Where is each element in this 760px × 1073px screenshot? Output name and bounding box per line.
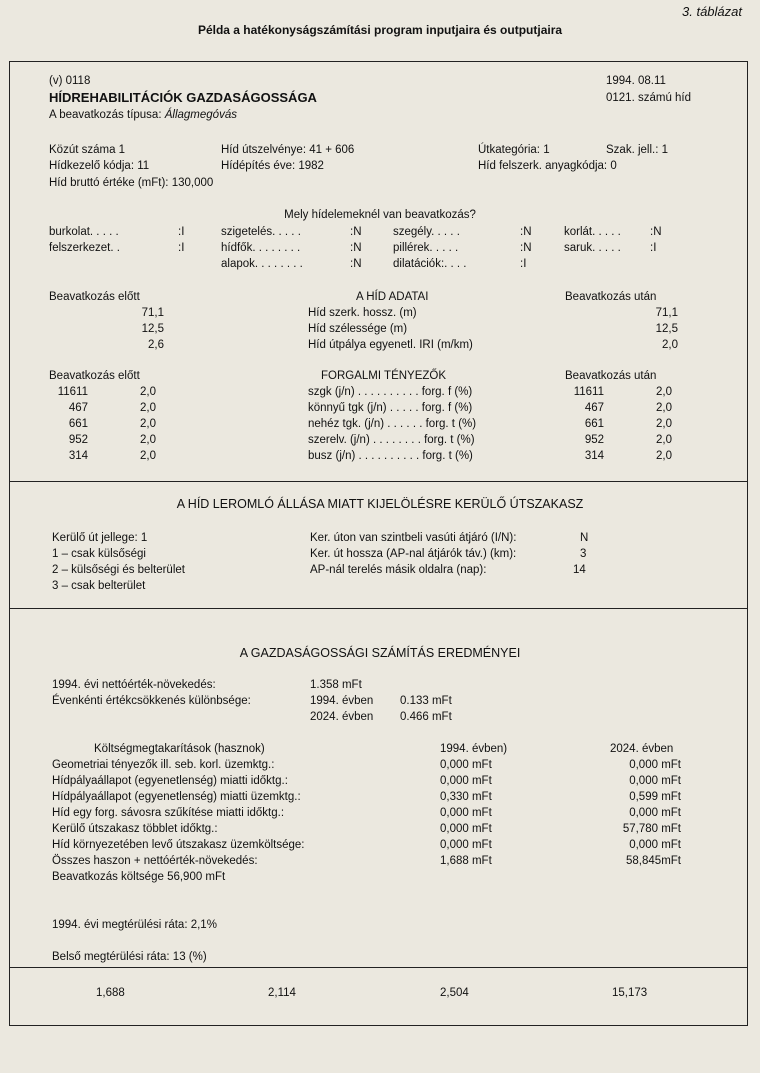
return-rate: 1994. évi megtérülési ráta: 2,1% <box>52 919 217 931</box>
savings-row-v1: 0,000 mFt <box>440 823 492 835</box>
traffic-after-growth: 2,0 <box>656 402 672 414</box>
element-label: hídfők. . . . . . . . <box>221 242 301 254</box>
detour-param-label: Ker. úton van szintbeli vasúti átjáró (I/N): <box>310 532 517 544</box>
traffic-row-label: szerelv. (j/n) . . . . . . . . forg. t (%) <box>308 434 475 446</box>
detour-param-value: 14 <box>573 564 586 576</box>
savings-row-v2: 0,000 mFt <box>629 807 681 819</box>
savings-row-v1: 0,000 mFt <box>440 807 492 819</box>
depreciation-year: 1994. évben <box>310 695 374 707</box>
traffic-before-count: 661 <box>68 418 88 430</box>
bridge-before-value: 12,5 <box>141 323 164 335</box>
traffic-after-growth: 2,0 <box>656 434 672 446</box>
savings-row-label: Geometriai tényezők ill. seb. korl. üzemktg.: <box>52 759 275 771</box>
superstructure-code: Híd felszerk. anyagkódja: 0 <box>478 160 617 172</box>
detour-title: A HÍD LEROMLÓ ÁLLÁSA MIATT KIJELÖLÉSRE KERÜLŐ ÚTSZAKASZ <box>176 497 584 511</box>
element-value: :N <box>350 226 362 238</box>
element-value: :N <box>650 226 662 238</box>
traffic-after-count: 11611 <box>573 386 604 398</box>
detour-type: Kerülő út jellege: 1 <box>52 532 148 544</box>
detour-param-label: AP-nál terelés másik oldalra (nap): <box>310 564 487 576</box>
traffic-after-count: 314 <box>584 450 604 462</box>
report-title: HÍDREHABILITÁCIÓK GAZDASÁGOSSÁGA <box>49 90 317 105</box>
savings-header: Költségmegtakarítások (hasznok) <box>94 743 265 755</box>
divider-3 <box>9 967 748 968</box>
road-category: Útkategória: 1 <box>478 144 550 156</box>
built-year: Hídépítés éve: 1982 <box>221 160 324 172</box>
traffic-before-growth: 2,0 <box>140 402 156 414</box>
savings-row-label: Hídpályaállapot (egyenetlenség) miatti időktg.: <box>52 775 288 787</box>
savings-row-v1: 0,000 mFt <box>440 759 492 771</box>
chainage: Híd útszelvénye: 41 + 606 <box>221 144 355 156</box>
savings-row-v2: 0,000 mFt <box>629 759 681 771</box>
detour-option: 2 – külsőségi és belterület <box>52 564 185 576</box>
traffic-row-label: könnyű tgk (j/n) . . . . . forg. f (%) <box>308 402 473 414</box>
bridge-before-header: Beavatkozás előtt <box>49 291 140 303</box>
element-label: felszerkezet. . <box>49 242 120 254</box>
depreciation-value: 0.133 mFt <box>400 695 452 707</box>
bridge-row-label: Híd szerk. hossz. (m) <box>308 307 417 319</box>
bridge-before-value: 71,1 <box>141 307 164 319</box>
traffic-row-label: nehéz tgk. (j/n) . . . . . . forg. t (%) <box>308 418 477 430</box>
report-code: (v) 0118 <box>49 75 91 87</box>
traffic-after-growth: 2,0 <box>656 418 672 430</box>
bridge-before-value: 2,6 <box>148 339 164 351</box>
element-label: pillérek. . . . . <box>393 242 459 254</box>
footer-value: 2,504 <box>440 987 469 999</box>
savings-row-label: Híd egy forg. sávosra szűkítése miatti időktg.: <box>52 807 285 819</box>
divider-1 <box>9 481 748 482</box>
report-date: 1994. 08.11 <box>606 75 666 87</box>
savings-total-label: Összes haszon + nettóérték-növekedés: <box>52 855 258 867</box>
savings-col2-header: 2024. évben <box>610 743 674 755</box>
savings-total-v1: 1,688 mFt <box>440 855 492 867</box>
traffic-before-count: 467 <box>68 402 88 414</box>
depreciation-value: 0.466 mFt <box>400 711 452 723</box>
element-value: :I <box>178 242 185 254</box>
element-value: :N <box>520 226 532 238</box>
savings-row-v2: 0,000 mFt <box>629 839 681 851</box>
footer-value: 1,688 <box>96 987 125 999</box>
traffic-before-growth: 2,0 <box>140 418 156 430</box>
internal-rate-of-return: Belső megtérülési ráta: 13 (%) <box>52 951 207 963</box>
divider-2 <box>9 608 748 609</box>
savings-row-v1: 0,000 mFt <box>440 775 492 787</box>
element-label: saruk. . . . . <box>564 242 621 254</box>
savings-row-label: Kerülő útszakasz többlet időktg.: <box>52 823 218 835</box>
manager-code: Hídkezelő kódja: 11 <box>49 160 150 172</box>
traffic-before-growth: 2,0 <box>140 434 156 446</box>
spec-mark: Szak. jell.: 1 <box>606 144 668 156</box>
element-value: :I <box>178 226 185 238</box>
traffic-after-count: 661 <box>584 418 604 430</box>
bridge-after-value: 12,5 <box>655 323 678 335</box>
page-title: Példa a hatékonyságszámítási program inputjaira és outputjaira <box>197 23 563 37</box>
traffic-before-count: 314 <box>68 450 88 462</box>
intervention-label: A beavatkozás típusa: <box>49 109 162 121</box>
detour-param-value: N <box>580 532 589 544</box>
element-value: :I <box>650 242 657 254</box>
traffic-after-header: Beavatkozás után <box>565 370 657 382</box>
depreciation-year: 2024. évben <box>310 711 374 723</box>
elements-question: Mely hídelemeknél van beavatkozás? <box>284 209 476 221</box>
bridge-after-header: Beavatkozás után <box>565 291 657 303</box>
intervention-value: Állagmegóvás <box>164 109 237 121</box>
savings-row-v2: 57,780 mFt <box>622 823 681 835</box>
detour-param-value: 3 <box>580 548 587 560</box>
bridge-after-value: 2,0 <box>662 339 678 351</box>
traffic-after-growth: 2,0 <box>656 386 672 398</box>
element-value: :N <box>520 242 532 254</box>
detour-option: 1 – csak külsőségi <box>52 548 146 560</box>
element-value: :N <box>350 242 362 254</box>
intervention-cost: Beavatkozás költsége 56,900 mFt <box>52 871 226 883</box>
npv-value: 1.358 mFt <box>310 679 362 691</box>
savings-row-label: Híd környezetében levő útszakasz üzemköltsége: <box>52 839 305 851</box>
traffic-row-label: szgk (j/n) . . . . . . . . . . forg. f (%) <box>308 386 473 398</box>
footer-value: 15,173 <box>612 987 648 999</box>
detour-param-label: Ker. út hossza (AP-nal átjárók táv.) (km): <box>310 548 517 560</box>
detour-option: 3 – csak belterület <box>52 580 146 592</box>
savings-row-label: Hídpályaállapot (egyenetlenség) miatti üzemktg.: <box>52 791 301 803</box>
savings-row-v2: 0,599 mFt <box>629 791 681 803</box>
npv-label: 1994. évi nettóérték-növekedés: <box>52 679 216 691</box>
element-label: korlát. . . . . <box>564 226 621 238</box>
element-label: szegély. . . . . <box>393 226 460 238</box>
traffic-after-count: 952 <box>584 434 604 446</box>
traffic-before-header: Beavatkozás előtt <box>49 370 140 382</box>
traffic-title: FORGALMI TÉNYEZŐK <box>321 370 447 382</box>
savings-row-v1: 0,000 mFt <box>440 839 492 851</box>
footer-value: 2,114 <box>268 987 296 999</box>
gross-value: Híd bruttó értéke (mFt): 130,000 <box>49 177 214 189</box>
element-label: dilatációk:. . . . <box>393 258 467 270</box>
traffic-before-count: 11611 <box>57 386 88 398</box>
traffic-row-label: busz (j/n) . . . . . . . . . . forg. t (%) <box>308 450 473 462</box>
bridge-row-label: Híd szélessége (m) <box>308 323 408 335</box>
bridge-row-label: Híd útpálya egyenetl. IRI (m/km) <box>308 339 473 351</box>
bridge-after-value: 71,1 <box>655 307 678 319</box>
savings-row-v2: 0,000 mFt <box>629 775 681 787</box>
traffic-before-growth: 2,0 <box>140 386 156 398</box>
traffic-after-growth: 2,0 <box>656 450 672 462</box>
results-title: A GAZDASÁGOSSÁGI SZÁMÍTÁS EREDMÉNYEI <box>239 646 521 660</box>
element-value: :N <box>350 258 362 270</box>
savings-total-v2: 58,845mFt <box>626 855 681 867</box>
savings-row-v1: 0,330 mFt <box>440 791 492 803</box>
savings-col1-header: 1994. évben) <box>440 743 508 755</box>
traffic-before-growth: 2,0 <box>140 450 156 462</box>
traffic-before-count: 952 <box>68 434 88 446</box>
table-number: 3. táblázat <box>682 4 742 19</box>
element-label: alapok. . . . . . . . <box>221 258 303 270</box>
traffic-after-count: 467 <box>584 402 604 414</box>
road-number: Közút száma 1 <box>49 144 126 156</box>
element-label: burkolat. . . . . <box>49 226 119 238</box>
intervention-type <box>49 107 237 123</box>
bridge-data-title: A HÍD ADATAI <box>356 291 429 303</box>
element-value: :I <box>520 258 527 270</box>
depreciation-label: Évenkénti értékcsökkenés különbsége: <box>52 695 251 707</box>
element-label: szigetelés. . . . . <box>221 226 301 238</box>
bridge-number: 0121. számú híd <box>606 92 692 104</box>
